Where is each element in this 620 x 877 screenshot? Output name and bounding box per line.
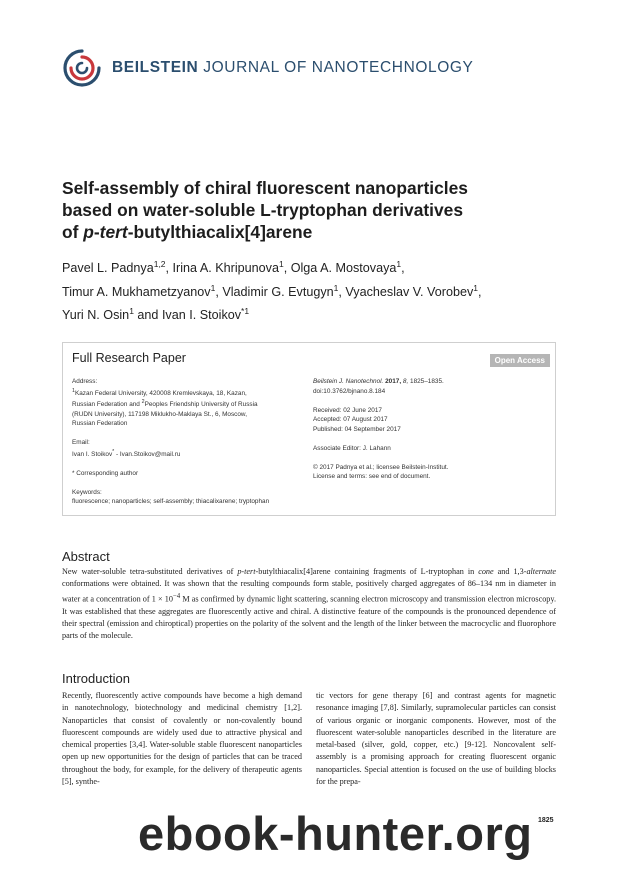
author-affiliation: 1 — [278, 259, 284, 269]
author-separator: and — [133, 308, 162, 323]
author-name: Timur A. Mukhametzyanov — [62, 284, 211, 299]
received-date: Received: 02 June 2017 — [313, 406, 382, 414]
abstract-text-part: - — [241, 567, 245, 576]
author-affiliation: 1 — [473, 282, 478, 293]
author-affiliation: 1 — [333, 282, 339, 293]
journal-name-rest: JOURNAL OF NANOTECHNOLOGY — [203, 59, 474, 76]
email-label: Email: — [72, 439, 90, 447]
abstract-text-part: and 1,3- — [493, 567, 527, 576]
author-affiliation: 1 — [396, 259, 402, 269]
author-affiliation: 1 — [129, 306, 134, 317]
aff-marker: 1 — [72, 387, 75, 394]
paper-type: Full Research Paper — [72, 351, 186, 365]
abstract-italic: p — [237, 567, 242, 576]
corresponding-author-note: * Corresponding author — [72, 469, 139, 477]
author-separator: , — [338, 284, 346, 299]
associate-editor: Associate Editor: J. Lahann — [313, 444, 391, 452]
abstract-heading: Abstract — [62, 549, 110, 564]
doi-link[interactable]: doi:10.3762/bjnano.8.184 — [313, 387, 386, 395]
author-affiliation: 1,2 — [153, 259, 166, 269]
author-affiliation: 1 — [210, 282, 216, 293]
page-number: 1825 — [538, 817, 554, 824]
abstract-text-part: conformations were obtained. It was shown that the resulting compounds form stable, positively charged aggregates of 86–134 nm in diameter in water at a concentration of 1 × 10 — [62, 579, 556, 604]
watermark-text: ebook-hunter.org — [138, 807, 533, 860]
author-name: Pavel L. Padnya — [62, 261, 154, 276]
author-separator: , — [283, 261, 291, 276]
journal-name — [112, 59, 474, 77]
author-separator: , — [165, 261, 173, 276]
title-line-3-rest: -butylthiacalix[4]arene — [127, 222, 313, 242]
author-separator: , — [401, 261, 405, 276]
keywords-label: Keywords: — [72, 488, 102, 496]
journal-name-bold: BEILSTEIN — [112, 59, 199, 76]
introduction-heading: Introduction — [62, 671, 130, 686]
abstract-italic: cone — [478, 567, 494, 576]
email-star: * — [112, 448, 115, 455]
email-address[interactable]: - Ivan.Stoikov@mail.ru — [114, 450, 181, 458]
author-name: Vyacheslav V. Vorobev — [345, 284, 474, 299]
citation-year: 2017, — [383, 378, 402, 385]
title-dash: - — [93, 222, 100, 242]
info-right-column — [313, 377, 549, 482]
open-access-badge: Open Access — [490, 354, 550, 367]
author-separator: , — [215, 284, 223, 299]
title-line-1: Self-assembly of chiral fluorescent nanoparticles — [62, 178, 468, 198]
article-info-box — [62, 342, 556, 516]
aff-text: (RUDN University), 117198 Miklukho-Maklaya St., 6, Moscow, — [72, 410, 247, 418]
email-line — [72, 448, 304, 460]
title-line-2: based on water-soluble L-tryptophan derivatives — [62, 200, 464, 220]
abstract-text-part: -butylthiacalix[4]arene containing fragments of L-tryptophan in — [255, 567, 479, 576]
aff-text: Peoples Friendship University of Russia — [144, 401, 258, 409]
abstract-italic: alternate — [526, 567, 556, 576]
aff-text: Russian Federation and — [72, 401, 142, 409]
abstract-superscript: −4 — [172, 592, 181, 600]
author-name: Yuri N. Osin — [62, 308, 130, 323]
title-line-3-prefix: of — [62, 222, 84, 242]
introduction-column-left: Recently, fluorescently active compounds have become a high demand in nanotechnology, biotechnology and medicinal chemistry [1,2]. Nanoparticles that consist of covalently or non-covalently bound fluorescent compounds are widely used due to attractive physical and chemical properties [3,4]. Water-soluble stable fluorescent nanoparticles open up new opportunities for the design of particles that can be traced throughout the body, for example, for the delivery of therapeutic agents [5], synthe- — [62, 691, 302, 787]
affiliation-2 — [72, 398, 304, 410]
copyright-notice: © 2017 Padnya et al.; licensee Beilstein-Institut. — [313, 463, 449, 471]
aff-text: Russian Federation — [72, 420, 128, 428]
author-name: Vladimir G. Evtugyn — [222, 284, 334, 299]
journal-logo — [62, 48, 474, 88]
citation-pages: 1825–1835. — [408, 378, 444, 385]
citation-journal: Beilstein J. Nanotechnol. — [313, 378, 384, 385]
author-name: Olga A. Mostovaya — [290, 261, 397, 276]
introduction-column-right: tic vectors for gene therapy [6] and contrast agents for magnetic resonance imaging [7,8]. Similarly, supramolecular particles can consist of various organic or inorganic components. However, most of the fluorescent water-soluble nanoparticles described in the literature are metal-based (silver, gold, copper, etc.) [9-12]. Noncovalent self-assembly is a promising approach for creating fluorescent organic nanoparticles. Special attention is focused on the use of building blocks for the prepa- — [316, 691, 556, 787]
abstract-text-part: M as confirmed by dynamic light scattering, scanning electron microscopy and transmission electron microscopy. It was established that these aggregates are fluorescently active and chiral. A distinctive feature of the compounds is the pronounced dependence of their spectral (emission and chiroptical) properties on the polarity of the solvent and the length of the linker between the macrocyclic and fluorophore parts of the molecule. — [62, 594, 556, 641]
citation-volume: 8, — [401, 378, 409, 385]
citation — [313, 377, 549, 387]
beilstein-swirl-icon — [62, 48, 102, 88]
author-separator: , — [478, 284, 482, 299]
author-name: Irina A. Khripunova — [172, 261, 279, 276]
paper-title — [62, 177, 532, 243]
author-name: Ivan I. Stoikov — [161, 308, 242, 323]
affiliation-1 — [72, 387, 304, 399]
license-terms: License and terms: see end of document. — [313, 473, 431, 480]
aff-text: Kazan Federal University, 420008 Kremlevskaya, 18, Kazan, — [74, 389, 247, 397]
abstract-body — [62, 566, 556, 643]
published-date: Published: 04 September 2017 — [313, 425, 401, 433]
abstract-italic: tert — [244, 567, 256, 576]
accepted-date: Accepted: 07 August 2017 — [313, 416, 388, 423]
author-affiliation: *1 — [241, 306, 250, 317]
aff-marker: 2 — [141, 399, 145, 406]
author-list — [62, 255, 562, 326]
abstract-text-part: New water-soluble tetra-substituted derivatives of — [62, 567, 238, 576]
title-italic-tert: tert — [99, 222, 128, 242]
address-label: Address: — [72, 378, 98, 385]
title-italic-p: p — [83, 222, 94, 242]
info-left-column — [72, 377, 304, 507]
keywords-list: fluorescence; nanoparticles; self-assembly; thiacalixarene; tryptophan — [72, 498, 270, 506]
email-author: Ivan I. Stoikov — [72, 450, 113, 458]
